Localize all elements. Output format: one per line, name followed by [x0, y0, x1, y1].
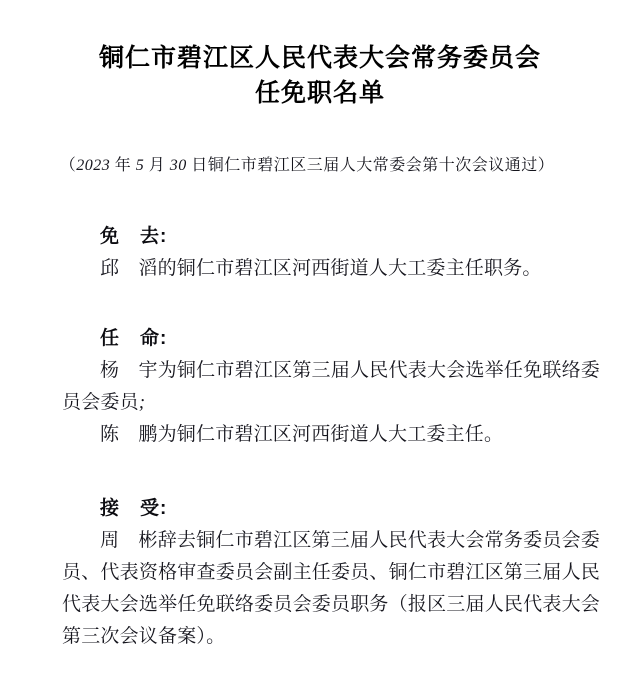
section-acceptance	[62, 493, 600, 653]
appointment-paragraph-1: 杨 宇为铜仁市碧江区第三届人民代表大会选举任免联络委员会委员;	[62, 360, 600, 413]
document-title	[51, 41, 589, 111]
acceptance-paragraph: 周 彬辞去铜仁市碧江区第三届人民代表大会常务委员会委员、代表资格审查委员会副主任委员、铜仁市碧江区第三届人民代表大会选举任免联络委员会委员职务（报区三届人民代表大会第三次会议备案）。	[62, 530, 600, 647]
appointment-paragraph-2: 陈 鹏为铜仁市碧江区河西街道人大工委主任。	[100, 424, 504, 445]
section-appointment	[62, 323, 600, 451]
section-heading-dismissal: 免 去:	[100, 226, 168, 247]
section-dismissal	[62, 221, 600, 285]
title-line-1: 铜仁市碧江区人民代表大会常务委员会	[98, 45, 541, 72]
adoption-date-line: （2023 年 5 月 30 日铜仁市碧江区三届人大常委会第十次会议通过）	[59, 157, 555, 174]
title-line-2: 任免职名单	[254, 80, 385, 107]
dismissal-paragraph: 邱 滔的铜仁市碧江区河西街道人大工委主任职务。	[100, 258, 542, 279]
section-heading-appointment: 任 命:	[100, 328, 168, 349]
section-heading-acceptance: 接 受:	[100, 498, 168, 519]
